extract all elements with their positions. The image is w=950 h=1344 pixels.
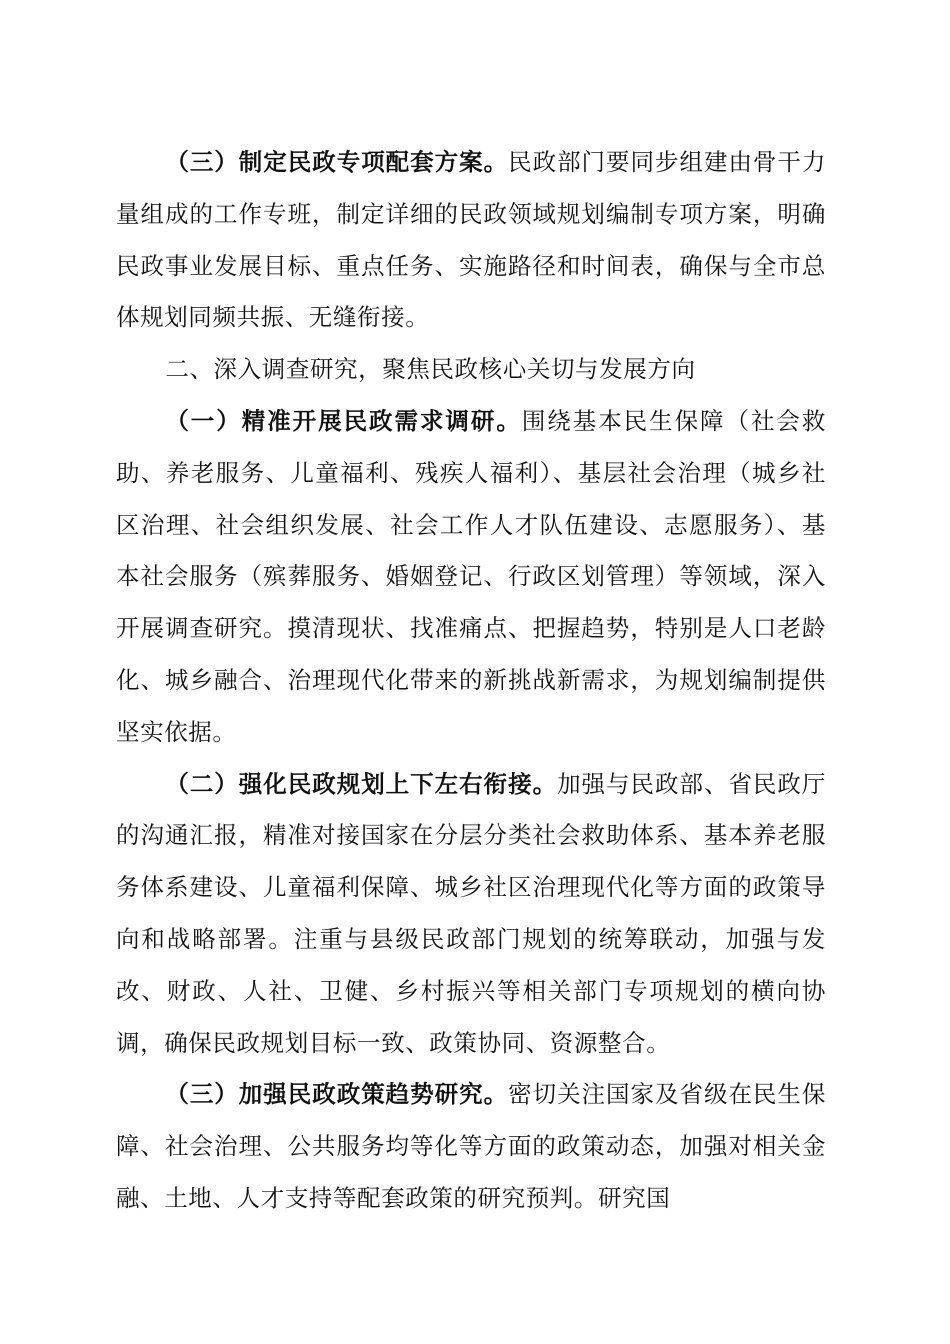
paragraph-text: 密切关注国家及省级在民生保障、社会治理、公共服务均等化等方面的政策动态，加强对相关金融、土地、人才支持等配套政策的研究预判。研究国 <box>116 1080 826 1212</box>
paragraph-lead: （一）精准开展民政需求调研。 <box>165 406 522 435</box>
section-heading: 二、深入调查研究，聚焦民政核心关切与发展方向 <box>165 355 696 384</box>
paragraph-lead: （三）加强民政政策趋势研究。 <box>165 1080 509 1109</box>
paragraph-text: 围绕基本民生保障（社会救助、养老服务、儿童福利、残疾人福利）、基层社会治理（城乡社区治理、社会组织发展、社会工作人才队伍建设、志愿服务）、基本社会服务（殡葬服务、婚姻登记、行政区划管理）等领域，深入开展调查研究。摸清现状、找准痛点、把握趋势，特别是人口老龄化、城乡融合、治理现代化带来的新挑战新需求，为规划编制提供坚实依据。 <box>116 406 826 746</box>
paragraph-policy-research <box>116 1069 826 1224</box>
paragraph-text: 加强与民政部、省民政厅的沟通汇报，精准对接国家在分层分类社会救助体系、基本养老服务体系建设、儿童福利保障、城乡社区治理现代化等方面的政策导向和战略部署。注重与县级民政部门规划的统筹联动，加强与发改、财政、人社、卫健、乡村振兴等相关部门专项规划的横向协调，确保民政规划目标一致、政策协同、资源整合。 <box>116 769 826 1057</box>
document-body <box>116 137 826 1225</box>
paragraph-coordination <box>116 759 826 1070</box>
paragraph-lead: （三）制定民政专项配套方案。 <box>165 148 509 176</box>
paragraph-needs-research <box>116 396 826 759</box>
paragraph-plan-scheme <box>116 137 826 344</box>
paragraph-text: 民政部门要同步组建由骨干力量组成的工作专班，制定详细的民政领域规划编制专项方案，明确民政事业发展目标、重点任务、实施路径和时间表，确保与全市总体规划同频共振、无缝衔接。 <box>116 148 826 332</box>
paragraph-lead: （二）强化民政规划上下左右衔接。 <box>165 769 558 798</box>
